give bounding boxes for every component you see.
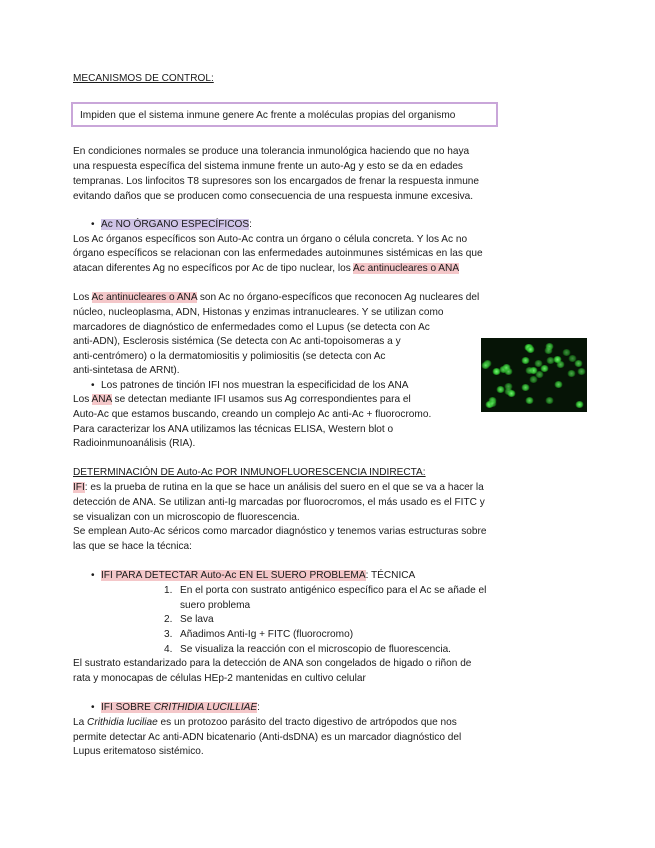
bullet-ifi-suero: • IFI PARA DETECTAR Auto-Ac EN EL SUERO PROBLEMA: TÉCNICA xyxy=(91,570,416,581)
ifi-suero-label: IFI PARA DETECTAR Auto-Ac EN EL SUERO PROBLEMA xyxy=(101,570,366,581)
fluorescent-cell xyxy=(554,381,563,388)
determinacion-heading: DETERMINACIÓN DE Auto-Ac POR INMUNOFLUORESCENCIA INDIRECTA: xyxy=(73,467,426,478)
det-line-5: las que se hace la técnica: xyxy=(73,541,192,552)
fluorescent-cell xyxy=(521,384,530,391)
section-heading: MECANISMOS DE CONTROL: xyxy=(73,73,214,84)
step-1: 1. En el porta con sustrato antigénico específico para el Ac se añade el xyxy=(164,585,487,596)
det-line-1: IFI: es la prueba de rutina en la que se hace un análisis del suero en el que se va a hacer la xyxy=(73,482,484,493)
crithidia-label: IFI SOBRE CRITHIDIA LUCILLIAE xyxy=(101,702,258,713)
step-4: 4. Se visualiza la reacción con el microscopio de fluorescencia. xyxy=(164,644,451,655)
fluorescent-cell xyxy=(562,349,571,356)
intro-line-4: evitando daños que se producen como consecuencia de una respuesta inmune excesiva. xyxy=(73,191,474,202)
fluorescence-micrograph-icon xyxy=(481,338,587,412)
fluorescent-cell xyxy=(502,364,511,371)
fluorescent-cell xyxy=(540,365,549,372)
crithidia-line-2: permite detectar Ac anti-ADN bicatenario (Anti-dsDNA) es un marcador diagnóstico del xyxy=(73,732,462,743)
organos-line-1: Los Ac órganos específicos son Auto-Ac contra un órgano o célula concreta. Y los Ac no xyxy=(73,234,468,245)
fluorescent-cell xyxy=(507,390,516,397)
crithidia-line-1: La Crithidia luciliae es un protozoo parásito del tracto digestivo de artrópodos que nos xyxy=(73,717,457,728)
bullet-no-organo-label: Ac NO ÓRGANO ESPECÍFICOS xyxy=(101,219,250,230)
organos-line-2: órgano específicos se relacionan con las enfermedades autoinmunes sistémicas en las que xyxy=(73,248,483,259)
fluorescent-cell xyxy=(521,357,530,364)
fluorescent-cell xyxy=(575,401,584,408)
step-2: 2. Se lava xyxy=(164,614,214,625)
step-3: 3. Añadimos Anti-Ig + FITC (fluorocromo) xyxy=(164,629,354,640)
intro-line-3: tempranas. Los linfocitos T8 supresores son los encargados de frenar la respuesta inmune xyxy=(73,176,480,187)
fluorescent-cell xyxy=(488,400,497,407)
bullet-crithidia: • IFI SOBRE CRITHIDIA LUCILLIAE: xyxy=(91,702,260,713)
bullet-patrones: • Los patrones de tinción IFI nos muestran la especificidad de los ANA xyxy=(91,380,409,391)
fluorescent-cell xyxy=(496,386,505,393)
definition-text: Impiden que el sistema inmune genere Ac frente a moléculas propias del organismo xyxy=(80,110,456,121)
ana-line-6: anti-sintetasa de ARNt). xyxy=(73,365,180,376)
fluorescent-cell xyxy=(544,347,553,354)
bullet-no-organo: • Ac NO ÓRGANO ESPECÍFICOS: xyxy=(91,219,252,230)
intro-line-1: En condiciones normales se produce una tolerancia inmunológica haciendo que no haya xyxy=(73,146,470,157)
fluorescent-cell xyxy=(525,367,534,374)
ana-line-7: Los ANA se detectan mediante IFI usamos sus Ag correspondientes para el xyxy=(73,394,411,405)
intro-line-2: una respuesta específica del sistema inmune frente un auto-Ag y esto se da en edades xyxy=(73,161,463,172)
fluorescent-cell xyxy=(567,370,576,377)
sustrato-line-1: El sustrato estandarizado para la detección de ANA son congelados de higado o riñon de xyxy=(73,658,472,669)
ana-line-3: marcadores de diagnóstico de enfermedades como el Lupus (se detecta con Ac xyxy=(73,322,430,333)
det-line-2: detección de ANA. Se utilizan anti-Ig marcadas por fluorocromos, el más usado es el FITC y xyxy=(73,497,485,508)
ifi-highlight: IFI xyxy=(73,482,85,493)
fluorescent-cell xyxy=(526,346,535,353)
det-line-3: se visualizan con un microscopio de fluorescencia. xyxy=(73,512,300,523)
fluorescent-cell xyxy=(545,397,554,404)
ana-line-2: núcleo, nucleoplasma, ADN, Histonas y enzimas intranucleares. Y se utilizan como xyxy=(73,307,444,318)
fluorescent-cell xyxy=(481,362,490,369)
organos-line-3: atacan diferentes Ag no específicos por Ac de tipo nuclear, los Ac antinucleares o ANA xyxy=(73,263,460,274)
fluorescent-cell xyxy=(525,397,534,404)
ana-line-9: Para caracterizar los ANA utilizamos las técnicas ELISA, Western blot o xyxy=(73,424,394,435)
fluorescent-cell xyxy=(553,356,562,363)
crithidia-line-3: Lupus eritematoso sistémico. xyxy=(73,746,204,757)
definition-box xyxy=(71,102,498,127)
det-line-4: Se emplean Auto-Ac séricos como marcador diagnóstico y tenemos varias estructuras sobre xyxy=(73,526,487,537)
ana-line-8: Auto-Ac que estamos buscando, creando un complejo Ac anti-Ac + fluorocromo. xyxy=(73,409,432,420)
ana-line-4: anti-ADN), Esclerosis sistémica (Se detecta con Ac anti-topoisomeras a y xyxy=(73,336,401,347)
sustrato-line-2: rata y monocapas de células HEp-2 mantenidas en cultivo celular xyxy=(73,673,366,684)
ana-highlight-2: Ac antinucleares o ANA xyxy=(91,292,198,303)
ana-line-1: Los Ac antinucleares o ANA son Ac no órgano-específicos que reconocen Ag nucleares del xyxy=(73,292,480,303)
step-1-cont: suero problema xyxy=(180,600,251,611)
ana-line-5: anti-centrómero) o la dermatomiositis y polimiositis (se detecta con Ac xyxy=(73,351,386,362)
ana-highlight: Ac antinucleares o ANA xyxy=(353,263,460,274)
fluorescent-cell xyxy=(577,368,586,375)
fluorescent-cell xyxy=(568,355,577,362)
ana-highlight-3: ANA xyxy=(91,394,112,405)
ana-line-10: Radioinmunoanálisis (RIA). xyxy=(73,438,196,449)
